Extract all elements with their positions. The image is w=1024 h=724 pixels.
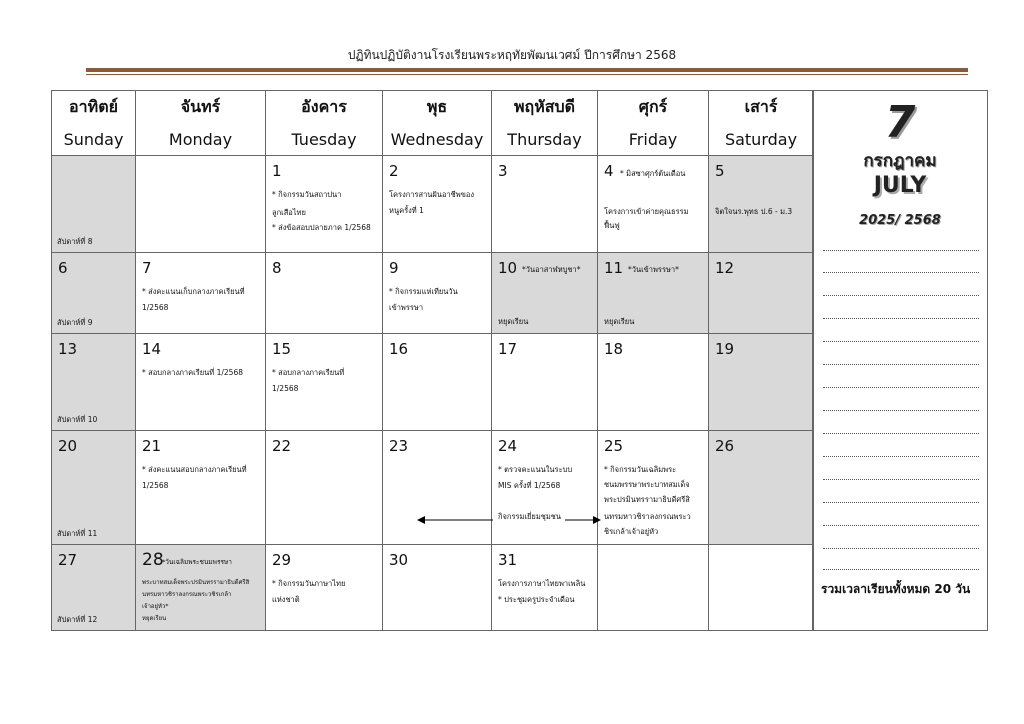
event-text: * ประชุมครูประจำเดือน [498,595,575,604]
day-cell-27[interactable] [52,545,136,631]
event-text: พระปรมินทรรามาธิบดีศรีสิ [604,495,690,504]
day-number: 1 [272,162,282,180]
day-cell-31[interactable] [492,545,598,631]
event-text: กิจกรรมเยี่ยมชุมชน [498,512,562,521]
day-cell-29[interactable] [266,545,383,631]
event-span-arrows [415,513,605,527]
day-number: 23 [389,437,409,455]
day-cell-19[interactable] [709,334,814,431]
note-line [823,501,979,503]
day-cell-1[interactable] [266,156,383,253]
header-tuesday: อังคาร Tuesday [266,91,383,156]
note-line [823,547,979,549]
header-thursday: พฤหัสบดี Thursday [492,91,598,156]
day-cell-17[interactable] [492,334,598,431]
day-number: 14 [142,340,162,358]
day-number: 24 [498,437,518,455]
event-text: แห่งชาติ [272,595,300,604]
day-cell-8[interactable] [266,253,383,334]
day-number: 21 [142,437,162,455]
day-number: 4 [604,162,614,180]
document-title: ปฏิทินปฏิบัติงานโรงเรียนพระหฤทัยพัฒนเวศม์ ปีการศึกษา 2568 [347,48,677,62]
day-cell-16[interactable] [383,334,492,431]
event-text: * ตรวจคะแนนในระบบ [498,465,573,474]
weekday-header-row [52,91,814,156]
day-number: 20 [58,437,78,455]
day-cell-empty [136,156,266,253]
day-number: 18 [604,340,624,358]
day-number: 9 [389,259,399,277]
week-label: สัปดาห์ที่ 8 [57,237,93,246]
note-line [823,363,979,365]
day-cell-24[interactable] [492,431,598,545]
day-cell-15[interactable] [266,334,383,431]
day-number: 13 [58,340,78,358]
event-text: * กิจกรรมวันเฉลิมพระ [604,465,677,474]
event-text: เข้าพรรษา [389,303,424,312]
day-cell-4[interactable] [598,156,709,253]
day-cell-18[interactable] [598,334,709,431]
event-text: นทรมหาวชิราลงกรณพระวชิรเกล้า [142,591,232,598]
day-number: 6 [58,259,68,277]
day-cell-23[interactable] [383,431,492,545]
event-text: ฟื้นฟู [604,221,620,230]
event-text: ชนมพรรษาพระบาทสมเด็จ [604,480,690,489]
event-text: * ส่งคะแนนสอบกลางภาคเรียนที่ [142,465,247,474]
day-number: 3 [498,162,508,180]
day-cell-10[interactable] [492,253,598,334]
note-line [823,524,979,526]
day-cell-2[interactable] [383,156,492,253]
week-label: สัปดาห์ที่ 10 [57,415,98,424]
note-line [823,386,979,388]
day-cell-30[interactable] [383,545,492,631]
header-friday: ศุกร์ Friday [598,91,709,156]
day-cell-5[interactable] [709,156,814,253]
event-text: * สอบกลางภาคเรียนที่ [272,368,345,377]
event-tag: * มิสซาศุกร์ต้นเดือน [620,169,686,178]
arrow-head-right-icon [593,516,601,524]
day-number: 2 [389,162,399,180]
month-sidebar [812,90,988,631]
week-label: สัปดาห์ที่ 9 [57,318,93,327]
day-cell-14[interactable] [136,334,266,431]
event-text: ลูกเสือไทย [272,208,306,217]
day-cell-22[interactable] [266,431,383,545]
day-number: 31 [498,551,518,569]
title-rule-thick [86,68,968,72]
header-sunday: อาทิตย์ Sunday [52,91,136,156]
note-line [823,249,979,251]
event-text: โครงการสานฝันอาชีพของ [389,190,474,199]
event-text: โครงการภาษาไทยพาเพลิน [498,579,586,588]
header-wednesday: พุธ Wednesday [383,91,492,156]
note-line [823,409,979,411]
day-number: 27 [58,551,78,569]
week-row [52,253,814,334]
day-cell-28[interactable] [136,545,266,631]
event-text: จิตใจนร.พุทธ ป.6 - ม.3 [715,207,793,216]
note-line [823,340,979,342]
note-line [823,455,979,457]
header-saturday: เสาร์ Saturday [709,91,814,156]
day-number: 19 [715,340,735,358]
day-number: 25 [604,437,624,455]
day-number: 10 [498,259,518,277]
week-row [52,431,814,545]
day-number: 22 [272,437,292,455]
total-study-days: รวมเวลาเรียนทั้งหมด 20 วัน [821,582,971,596]
event-text: 1/2568 [272,384,299,393]
note-line [823,294,979,296]
day-cell-13[interactable] [52,334,136,431]
day-number: 29 [272,551,292,569]
week-row [52,156,814,253]
event-text: * กิจกรรมแห่เทียนวัน [389,287,458,296]
event-text: * กิจกรรมวันสถาปนา [272,190,342,199]
event-text: * กิจกรรมวันภาษาไทย [272,579,346,588]
event-text: พระบาทสมเด็จพระปรมินทรรามาธิบดีศรีสิ [142,579,250,586]
note-line [823,271,979,273]
day-cell-6[interactable] [52,253,136,334]
event-tag: *วันอาสาฬหบูชา* [522,265,581,274]
event-text: หนูครั้งที่ 1 [389,206,424,215]
day-number: 12 [715,259,735,277]
event-text: หยุดเรียน [498,317,529,326]
event-text: ชิรเกล้าเจ้าอยู่หัว [604,527,659,536]
arrow-head-left-icon [417,516,425,524]
event-tag: *วันเข้าพรรษา* [628,265,679,274]
day-number: 15 [272,340,292,358]
event-text: MIS ครั้งที่ 1/2568 [498,481,561,490]
event-tag: *วันเฉลิมพระชนมพรรษา [162,558,232,566]
event-text: หยุดเรียน [142,615,167,622]
event-text: เจ้าอยู่หัว* [142,603,169,610]
day-number: 26 [715,437,735,455]
event-text: * สอบกลางภาคเรียนที่ 1/2568 [142,368,243,377]
day-cell-empty [598,545,709,631]
day-number: 7 [142,259,152,277]
day-cell-empty [52,156,136,253]
day-cell-empty [709,545,814,631]
week-row [52,334,814,431]
event-text: 1/2568 [142,303,169,312]
event-text: นทรมหาวชิราลงกรณพระว [604,512,691,521]
day-cell-12[interactable] [709,253,814,334]
day-number: 17 [498,340,518,358]
day-number: 5 [715,162,725,180]
week-row [52,545,814,631]
event-text: * ส่งข้อสอบปลายภาค 1/2568 [272,223,371,232]
note-line [823,432,979,434]
day-cell-26[interactable] [709,431,814,545]
day-cell-3[interactable] [492,156,598,253]
day-cell-11[interactable] [598,253,709,334]
day-cell-7[interactable] [136,253,266,334]
day-number: 30 [389,551,409,569]
day-cell-20[interactable] [52,431,136,545]
event-text: 1/2568 [142,481,169,490]
day-number: 28 [142,550,164,570]
calendar-grid [51,90,814,631]
header-monday: จันทร์ Monday [136,91,266,156]
day-cell-21[interactable] [136,431,266,545]
note-line [823,568,979,570]
thai-month-name: กรกฎาคม [863,151,937,171]
title-rule-thin [86,74,968,75]
day-number: 8 [272,259,282,277]
event-text: โครงการเข้าค่ายคุณธรรม [604,207,689,216]
month-number: 7 [884,97,916,148]
week-label: สัปดาห์ที่ 11 [57,529,98,538]
event-text: * ส่งคะแนนเก็บกลางภาคเรียนที่ [142,287,245,296]
day-number: 16 [389,340,409,358]
day-cell-25[interactable] [598,431,709,545]
english-month-name: JULY [873,173,927,198]
academic-year: 2025/ 2568 [859,213,941,228]
note-line [823,478,979,480]
event-text: หยุดเรียน [604,317,635,326]
day-cell-9[interactable] [383,253,492,334]
day-number: 11 [604,259,624,277]
week-label: สัปดาห์ที่ 12 [57,615,98,624]
note-line [823,317,979,319]
